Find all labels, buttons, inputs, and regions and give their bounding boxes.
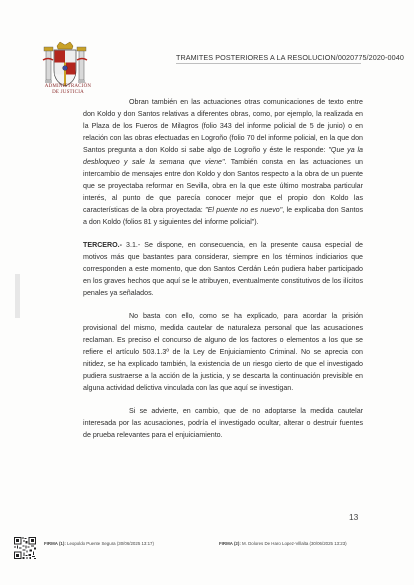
paragraph-1: [83, 96, 363, 228]
signature-2-label: FIRMA (2):: [219, 541, 241, 546]
signature-2: [219, 541, 347, 546]
paragraph-2-text: 3.1.- Se dispone, en consecuencia, en la presente causa especial de motivos más que bastantes para considerar, siempre en los términos indiciarios que corresponden a este momento, que don Santos Cerdán León pudiera haber participado en los graves hechos que aquí se le atribuyen, eventualmente constitutivos de los ilícitos penales ya señalados.: [83, 241, 363, 297]
document-body: [83, 96, 363, 452]
crest-caption: ADMINISTRACIÓN DE JUSTICIA: [44, 84, 92, 95]
paragraph-1-text-a: Obran también en las actuaciones otras comunicaciones de texto entre don Koldo y don Santos relativas a diferentes obras, como, por ejemplo, la realizada en la Plaza de los Fueros de Milagros (folio 343 del informe policial de 5 de junio) o en relación con las obras efectuadas en Logroño (folio 70 del informe policial, en la que don Santos pregunta a don Koldo si sabe algo de Logroño y éste le responde:: [83, 98, 363, 154]
case-reference: TRAMITES POSTERIORES A LA RESOLUCION/0020775/2020-0040: [176, 53, 404, 62]
quote-1: "Que ya la desbloqueo y sale la semana que viene": [83, 146, 363, 166]
qr-code-icon: [14, 537, 36, 559]
signature-2-text: M. Dolores De Haro Lopez-Villalta (30/06/2025 13:23): [240, 541, 347, 546]
signature-1-text: Leopoldo Puente Segura (30/06/2025 13:17): [65, 541, 154, 546]
section-heading: TERCERO.-: [83, 241, 123, 249]
signature-1: [44, 541, 154, 546]
page-number: 13: [349, 512, 359, 522]
paragraph-2: [83, 239, 363, 299]
header-rule: [176, 63, 361, 64]
paragraph-3: No basta con ello, como se ha explicado, para acordar la prisión provisional del mismo, medida cautelar de naturaleza personal que las acusaciones reclaman. Es preciso el concurso de alguno de los factores o elementos a los que se refiere el artículo 503.1.3º de la Ley de Enjuiciamiento Criminal. No se aprecia con nitidez, se ha explicado también, la existencia de un riesgo cierto de que el investigado pudiera sustraerse a la acción de la justicia, y se descarta la continuación previsible en alguna actividad delictiva vinculada con las que aquí se investigan.: [83, 312, 363, 392]
paragraph-1-text-b: . También consta en las actuaciones un intercambio de mensajes entre don Koldo y don Santos respecto a la obra de un puente que se proyectaba reformar en Sevilla, obra en la que este último mostraba particular interés, al punto de que parecía conocer mejor que el propio don Koldo las características de la obra proyectada:: [83, 158, 364, 214]
paragraph-4: Si se advierte, en cambio, que de no adoptarse la medida cautelar interesada por las acusaciones, podría el investigado ocultar, alterar o destruir fuentes de prueba relevantes para el enjuiciamiento.: [83, 407, 363, 439]
paragraph-1-text-c: , le explicaba don Santos a don Koldo (folios 81 y siguientes del informe policial").: [83, 206, 363, 226]
signature-1-label: FIRMA (1):: [44, 541, 66, 546]
margin-bar: [15, 274, 20, 318]
quote-2: "El puente no es nuevo": [205, 206, 283, 214]
